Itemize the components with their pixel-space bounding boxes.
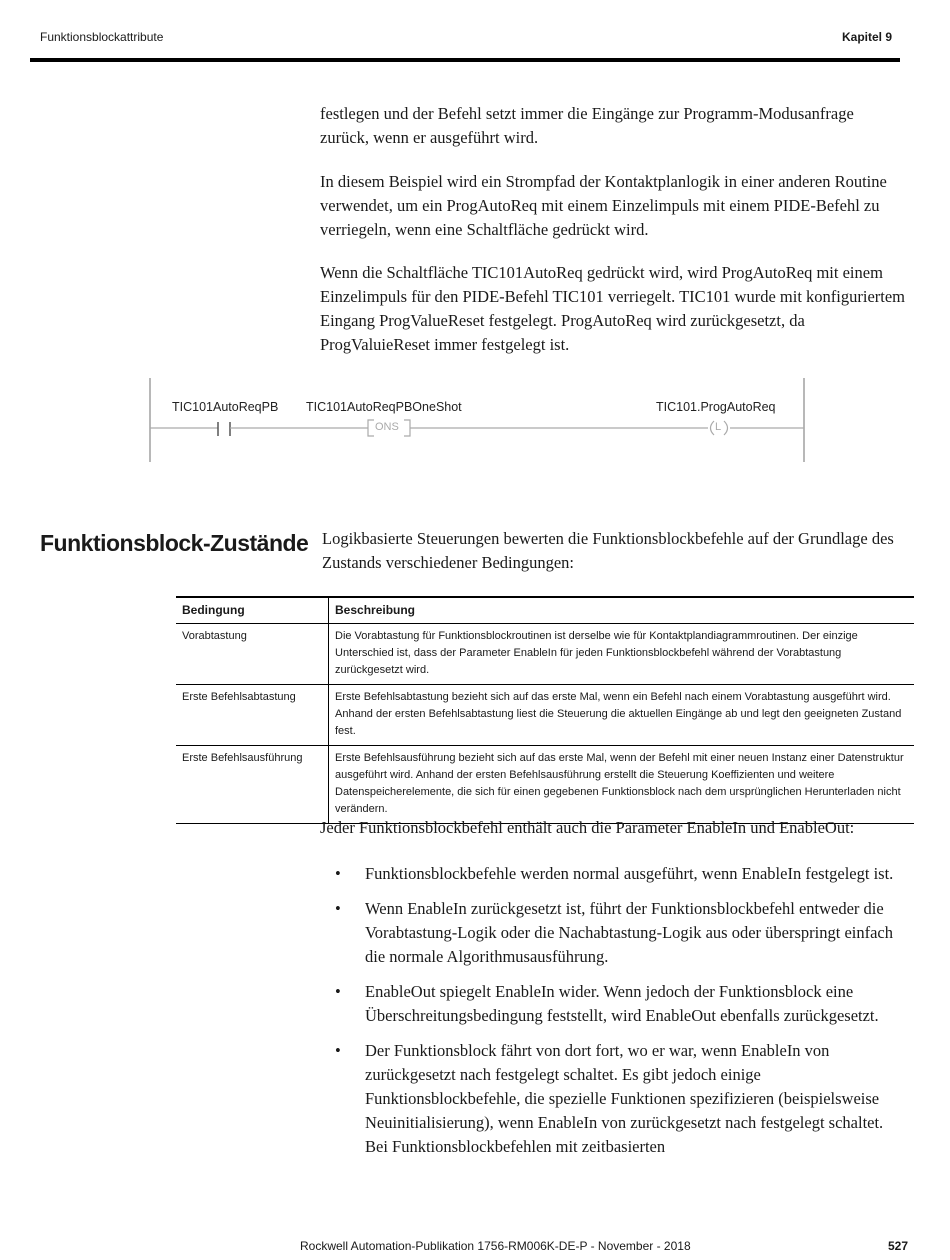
oneshot-bracket-right	[404, 420, 410, 436]
description-cell: Erste Befehlsabtastung bezieht sich auf das erste Mal, wenn ein Befehl nach einem Vorabtastung ausgeführt wird. Anhand der ersten Befehlsabtastung liest die Steuerung die aktuellen Eingänge ab und legt den geeigneten Zustand fest.	[329, 685, 915, 746]
ladder-rung-graphic	[148, 378, 808, 464]
oneshot-instruction-label: ONS	[375, 421, 399, 433]
coil-tag-label: TIC101.ProgAutoReq	[656, 400, 776, 414]
table-header-cell: Bedingung	[176, 597, 329, 624]
bullet-list	[335, 862, 910, 1170]
table-header-cell: Beschreibung	[329, 597, 915, 624]
oneshot-bracket-left	[368, 420, 374, 436]
oneshot-tag-label: TIC101AutoReqPBOneShot	[306, 400, 462, 414]
bullet-marker: •	[335, 982, 341, 1001]
ladder-rung-figure	[148, 378, 808, 464]
table-row	[176, 746, 914, 824]
paragraph-1: festlegen und der Befehl setzt immer die Eingänge zur Programm-Modusanfrage zurück, wenn er ausgeführt wird.	[320, 104, 854, 147]
list-item-text: EnableOut spiegelt EnableIn wider. Wenn jedoch der Funktionsblock eine Überschreitungsbedingung feststellt, wird EnableOut ebenfalls zurückgesetzt.	[365, 982, 879, 1025]
list-item-text: Funktionsblockbefehle werden normal ausgeführt, wenn EnableIn festgelegt ist.	[365, 864, 894, 883]
condition-cell: Erste Befehlsausführung	[176, 746, 329, 824]
section-intro: Logikbasierte Steuerungen bewerten die Funktionsblockbefehle auf der Grundlage des Zustands verschiedener Bedingungen:	[322, 529, 894, 572]
coil-symbol-right	[724, 421, 728, 435]
list-item-text: Wenn EnableIn zurückgesetzt ist, führt der Funktionsblockbefehl entweder die Vorabtastung-Logik oder die Nachabtastung-Logik aus oder überspringt einfach die normale Algorithmusausführung.	[365, 899, 893, 966]
description-cell: Erste Befehlsausführung bezieht sich auf das erste Mal, wenn der Befehl mit einer neuen Instanz einer Datenstruktur ausgeführt wird. Anhand der ersten Befehlsausführung erstellt die Steuerung Koeffizienten und weitere Datenspeicherelemente, die sich für einen gegebenen Funktionsblock nach dem ursprünglichen Herunterladen nicht verändern.	[329, 746, 915, 824]
bullet-marker: •	[335, 899, 341, 918]
list-item	[335, 897, 910, 969]
footer-publication: Rockwell Automation-Publikation 1756-RM006K-DE-P - November - 2018	[300, 1239, 691, 1253]
table-row	[176, 624, 914, 685]
coil-symbol-left	[711, 421, 715, 435]
list-item	[335, 1039, 910, 1159]
page-number: 527	[887, 1239, 908, 1253]
table-header-row	[176, 597, 914, 624]
header-rule	[30, 58, 900, 62]
list-item	[335, 862, 910, 886]
description-cell: Die Vorabtastung für Funktionsblockroutinen ist derselbe wie für Kontaktplandiagrammroutinen. Der einzige Unterschied ist, dass der Parameter EnableIn für jeden Funktionsblockbefehl während der Vorabtastung zurückgesetzt wird.	[329, 624, 915, 685]
list-item	[335, 980, 910, 1028]
bullet-marker: •	[335, 864, 341, 883]
running-header-chapter: Kapitel 9	[841, 30, 892, 44]
section-heading: Funktionsblock-Zustände	[40, 530, 309, 556]
paragraph-3: Wenn die Schaltfläche TIC101AutoReq gedrückt wird, wird ProgAutoReq mit einem Einzelimpuls für den PIDE-Befehl TIC101 verriegelt. TIC101 wurde mit konfiguriertem Eingang ProgValueReset festgelegt. ProgAutoReq wird zurückgesetzt, da ProgValuieReset immer festgelegt ist.	[320, 263, 906, 354]
table-row	[176, 685, 914, 746]
running-header-left: Funktionsblockattribute	[40, 30, 164, 44]
contact-tag-label: TIC101AutoReqPB	[172, 400, 279, 414]
coil-latch-label: L	[715, 421, 722, 433]
conditions-table	[176, 596, 914, 824]
list-item-text: Der Funktionsblock fährt von dort fort, wo er war, wenn EnableIn von zurückgesetzt nach festgelegt schaltet. Es gibt jedoch einige Funktionsblockbefehle, die spezielle Funktionen spezifizieren (beispielsweise Neuinitialisierung), wenn EnableIn von zurückgesetzt nach festgelegt schaltet. Bei Funktionsblockbefehlen mit zeitbasierten	[365, 1041, 884, 1156]
enable-params-paragraph: Jeder Funktionsblockbefehl enthält auch die Parameter EnableIn und EnableOut:	[320, 818, 855, 837]
bullet-marker: •	[335, 1041, 341, 1060]
paragraph-2: In diesem Beispiel wird ein Strompfad der Kontaktplanlogik in einer anderen Routine verwendet, um ein ProgAutoReq mit einem Einzelimpuls mit einem PIDE-Befehl zu verriegeln, wenn eine Schaltfläche gedrückt wird.	[320, 172, 887, 239]
condition-cell: Erste Befehlsabtastung	[176, 685, 329, 746]
condition-cell: Vorabtastung	[176, 624, 329, 685]
